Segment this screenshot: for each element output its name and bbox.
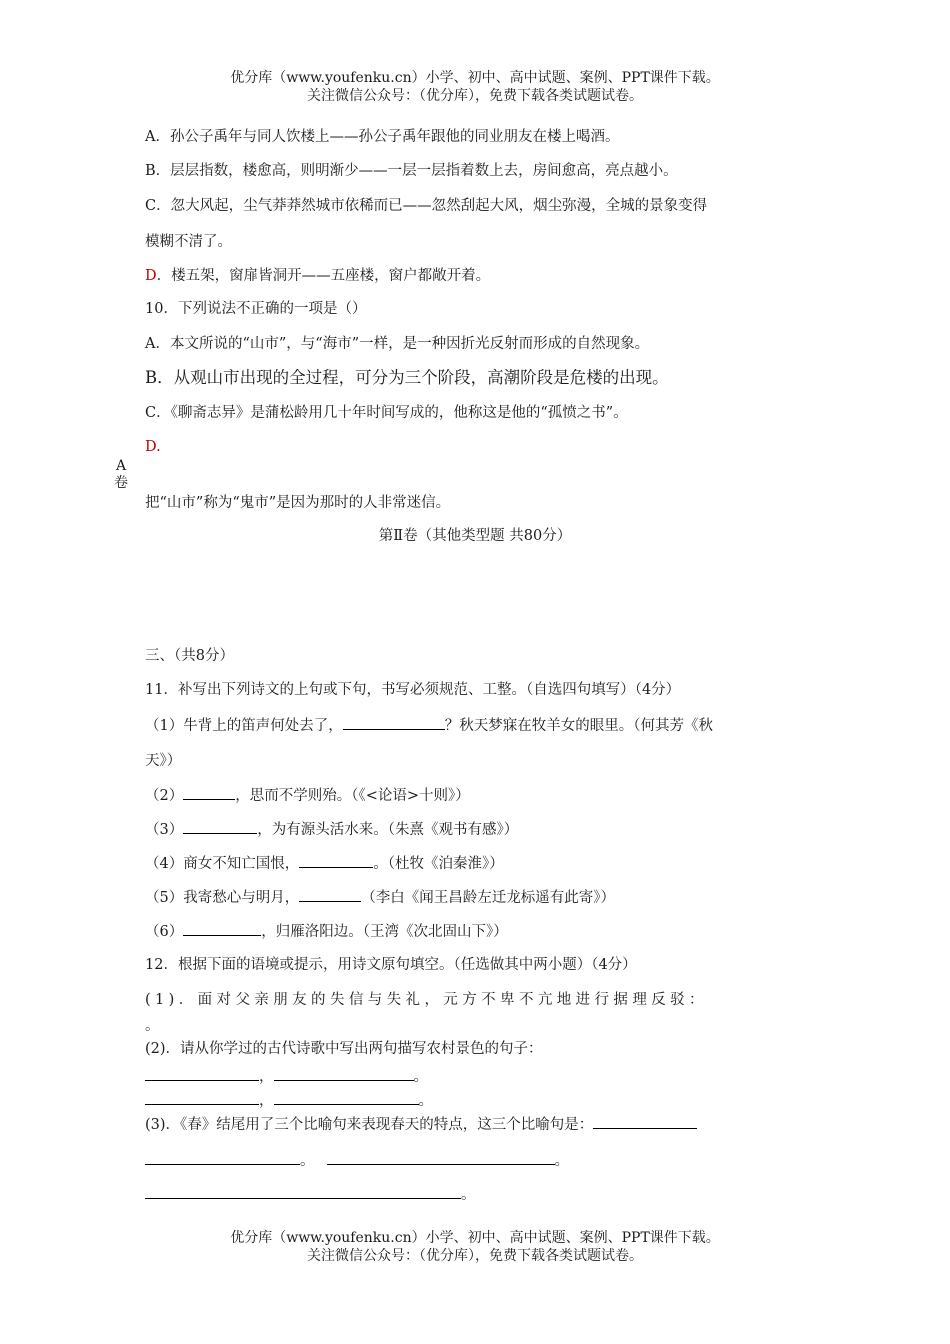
- q12-blank-e[interactable]: [145, 1150, 300, 1165]
- q12-blank-b[interactable]: [274, 1066, 414, 1081]
- q11-item-3: [145, 819, 518, 840]
- q9-option-c-cont: 模糊不清了。: [145, 234, 232, 250]
- q12-item-3-answer-line-2: [145, 1184, 476, 1205]
- period: 。: [554, 1153, 569, 1169]
- side-label: [113, 458, 129, 492]
- q11-item-1-text: （1）牛背上的笛声何处去了，: [145, 718, 343, 734]
- comma: ，: [259, 1093, 274, 1109]
- q11-item-1-source: ？秋天梦寐在牧羊女的眼里。（何其芳《秋: [444, 718, 713, 734]
- q9-option-a: A．孙公子禹年与同人饮楼上——孙公子禹年跟他的同业朋友在楼上喝酒。: [145, 129, 620, 145]
- q11-item-6-blank[interactable]: [183, 921, 261, 936]
- q10-option-c: C．《聊斋志异》是蒲松龄用几十年时间写成的，他称这是他的“孤愤之书”。: [145, 405, 628, 421]
- q12-item-2-answer-line-1: [145, 1066, 428, 1087]
- q12-stem: 12．根据下面的语境或提示，用诗文原句填空。（任选做其中两小题）（4分）: [145, 957, 637, 973]
- q9-option-b: B．层层指数，楼愈高，则明渐少——一层一层指着数上去，房间愈高，亮点越小。: [145, 163, 678, 179]
- q12-item-1-blank[interactable]: 。: [145, 1018, 160, 1034]
- q10-option-d: [145, 437, 161, 457]
- q12-item-3-blank[interactable]: [593, 1114, 697, 1129]
- q9-option-c: C．忽大风起，尘气莽莽然城市依稀而已——忽然刮起大风，烟尘弥漫，全城的景象变得: [145, 198, 708, 214]
- period: 。: [413, 1069, 428, 1085]
- q12-blank-d[interactable]: [274, 1090, 419, 1105]
- q10-option-d-letter: D: [145, 439, 157, 455]
- q11-item-3-text: ，为有源头活水来。（朱熹《观书有感》）: [257, 822, 519, 838]
- q11-item-5-blank[interactable]: [299, 887, 361, 902]
- q9-option-d-letter: D: [145, 268, 157, 284]
- side-label-a: A: [115, 458, 127, 474]
- q12-blank-c[interactable]: [145, 1090, 259, 1105]
- q10-option-d-text: 把“山市”称为“鬼市”是因为那时的人非常迷信。: [145, 495, 451, 511]
- section3-heading: 三、（共8分）: [145, 648, 234, 664]
- header-line-2: 关注微信公众号：（优分库），免费下载各类试题试卷。: [307, 88, 643, 104]
- q10-option-d-dot: .: [156, 439, 161, 455]
- q11-item-4-blank[interactable]: [299, 853, 373, 868]
- q12-blank-f[interactable]: [327, 1150, 555, 1165]
- q11-item-6-text: ，归雁洛阳边。（王湾《次北固山下》）: [261, 924, 508, 940]
- q12-item-3-answer-line-1: [145, 1150, 569, 1171]
- q12-item-2-answer-line-2: [145, 1090, 433, 1111]
- q9-option-d-text: ．楼五架，窗扉皆洞开——五座楼，窗户都敞开着。: [156, 268, 491, 284]
- q10-option-a: A．本文所说的“山市”，与“海市”一样，是一种因折光反射而形成的自然现象。: [145, 336, 650, 352]
- period: 。: [461, 1187, 476, 1203]
- q11-item-2-text: ，思而不学则殆。（《<论语>十则》）: [235, 788, 470, 804]
- footer-line-1: 优分库（www.youfenku.cn）小学、初中、高中试题、案例、PPT课件下载。: [230, 1230, 720, 1246]
- q11-stem: 11．补写出下列诗文的上句或下句，书写必须规范、工整。（自选四句填写）（4分）: [145, 682, 681, 698]
- footer-line-2: 关注微信公众号：（优分库），免费下载各类试题试卷。: [307, 1248, 643, 1264]
- side-label-juan: 卷: [114, 475, 128, 491]
- q11-item-2-num: （2）: [145, 788, 184, 804]
- q11-item-1-cont: 天》）: [145, 753, 182, 769]
- q12-item-3-text: (3)．《春》结尾用了三个比喻句来表现春天的特点，这三个比喻句是：: [145, 1117, 594, 1133]
- q10-stem: 10．下列说法不正确的一项是（）: [145, 301, 367, 317]
- q11-item-6: [145, 921, 508, 942]
- q11-item-4-source: 。（杜牧《泊秦淮》）: [373, 856, 504, 872]
- q12-item-1: (1)．面对父亲朋友的失信与失礼，元方不卑不亢地进行据理反驳：: [145, 992, 708, 1008]
- q12-item-3: [145, 1114, 697, 1135]
- q11-item-1-blank[interactable]: [343, 715, 445, 730]
- q11-item-4-text: （4）商女不知亡国恨，: [145, 856, 300, 872]
- q11-item-5-text: （5）我寄愁心与明月，: [145, 890, 300, 906]
- q11-item-5-source: （李白《闻王昌龄左迁龙标遥有此寄》）: [361, 890, 615, 906]
- q11-item-2: [145, 785, 470, 806]
- q11-item-3-num: （3）: [145, 822, 184, 838]
- q11-item-6-num: （6）: [145, 924, 184, 940]
- q11-item-2-blank[interactable]: [183, 785, 235, 800]
- q12-blank-g[interactable]: [145, 1184, 461, 1199]
- q9-option-d: [145, 266, 490, 286]
- q11-item-3-blank[interactable]: [183, 819, 257, 834]
- q11-item-5: [145, 887, 615, 908]
- q11-item-4: [145, 853, 504, 874]
- period: 。: [418, 1093, 433, 1109]
- q10-option-b: B．从观山市出现的全过程，可分为三个阶段，高潮阶段是危楼的出现。: [145, 368, 669, 387]
- q11-item-1: [145, 715, 713, 736]
- q12-blank-a[interactable]: [145, 1066, 259, 1081]
- q12-item-2: (2)．请从你学过的古代诗歌中写出两句描写农村景色的句子：: [145, 1041, 543, 1057]
- header-line-1: 优分库（www.youfenku.cn）小学、初中、高中试题、案例、PPT课件下载。: [230, 70, 720, 86]
- section2-title: 第Ⅱ卷（其他类型题 共80分）: [378, 528, 572, 544]
- period: 。: [300, 1153, 315, 1169]
- comma: ，: [259, 1069, 274, 1085]
